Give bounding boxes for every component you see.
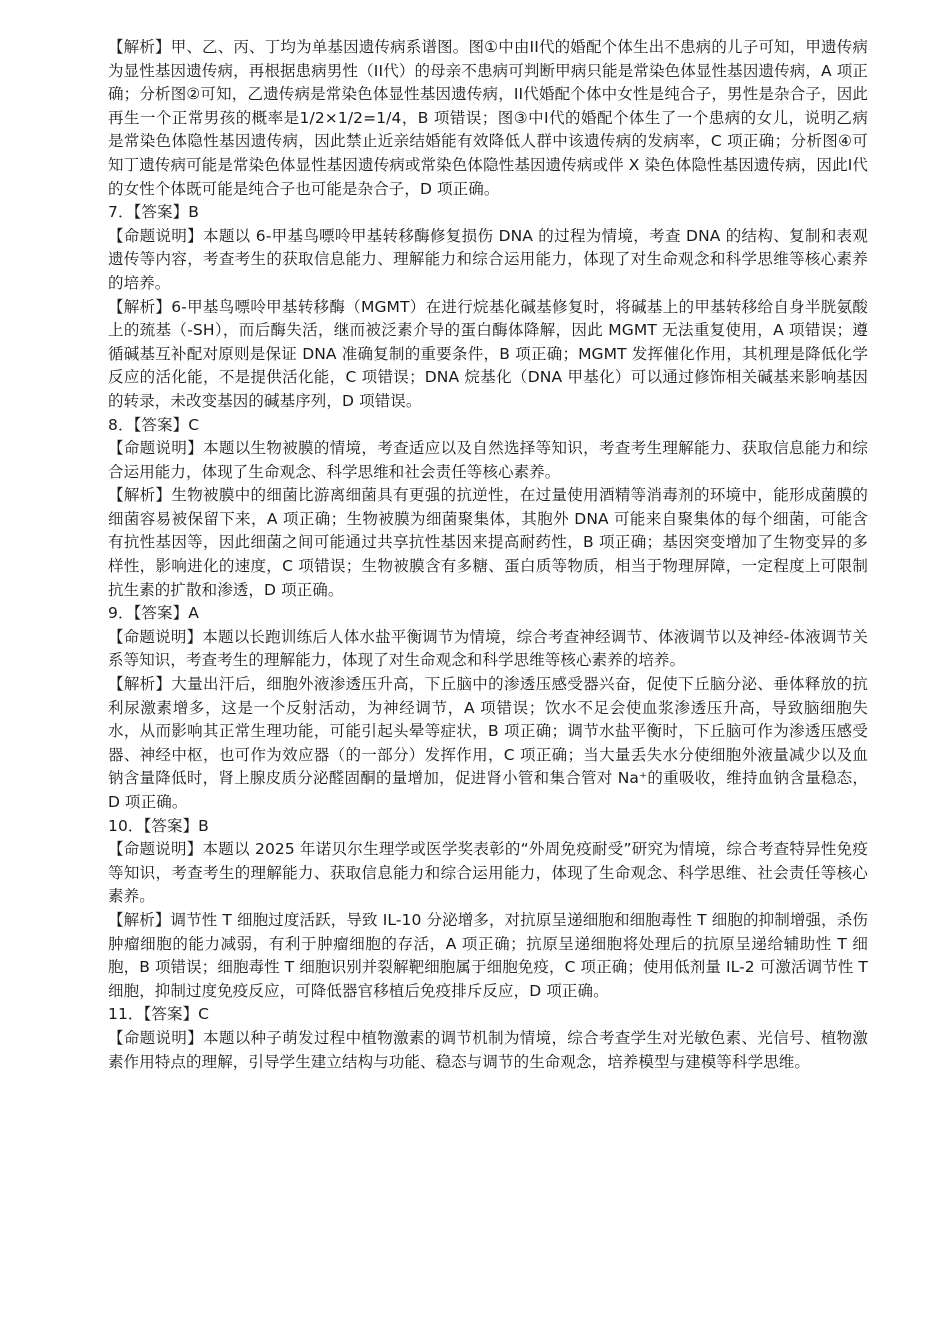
answer-q10: 10．【答案】B xyxy=(108,816,209,835)
explanation-q8: 【命题说明】本题以生物被膜的情境，考查适应以及自然选择等知识，考查考生理解能力、获取信息能力和综合运用能力，体现了生命观念、科学思维和社会责任等核心素养。 xyxy=(108,439,868,481)
analysis-q9: 【解析】大量出汗后，细胞外液渗透压升高，下丘脑中的渗透压感受器兴奋，促使下丘脑分泌、垂体释放的抗利尿激素增多，这是一个反射活动，为神经调节，A 项错误；饮水不足会使血浆渗透压升高，导致脑细胞失水，从而影响其正常生理功能，可能引起头晕等症状，B 项正确；调节水盐平衡时，下丘脑可作为渗透压感受器、神经中枢，也可作为效应器（的一部分）发挥作用，C 项正确；当大量丢失水分使细胞外液量减少以及血钠含量降低时，肾上腺皮质分泌醛固酮的量增加，促进肾小管和集合管对 Na⁺的重吸收，维持血钠含量稳态，D 项正确。 xyxy=(108,675,868,811)
explanation-q10: 【命题说明】本题以 2025 年诺贝尔生理学或医学奖表彰的“外周免疫耐受”研究为情境，综合考查特异性免疫等知识，考查考生的理解能力、获取信息能力和综合运用能力，体现了生命观念、科学思维、社会责任等核心素养。 xyxy=(108,840,868,906)
answer-q11: 11．【答案】C xyxy=(108,1005,210,1024)
document-page xyxy=(108,36,868,1074)
analysis-q7: 【解析】6-甲基鸟嘌呤甲基转移酶（MGMT）在进行烷基化碱基修复时，将碱基上的甲基转移给自身半胱氨酸上的巯基（-SH），而后酶失活，继而被泛素介导的蛋白酶体降解，因此 MGMT 无法重复使用，A 项错误；遵循碱基互补配对原则是保证 DNA 准确复制的重要条件，B 项正确；MGMT 发挥催化作用，其机理是降低化学反应的活化能，不是提供活化能，C 项错误；DNA 烷基化（DNA 甲基化）可以通过修饰相关碱基来影响基因的转录，未改变基因的碱基序列，D 项错误。 xyxy=(108,297,868,410)
explanation-q7: 【命题说明】本题以 6-甲基鸟嘌呤甲基转移酶修复损伤 DNA 的过程为情境，考查 DNA 的结构、复制和表观遗传等内容，考查考生的获取信息能力、理解能力和综合运用能力，体现了对生命观念和科学思维等核心素养的培养。 xyxy=(108,226,868,292)
answer-q7: 7．【答案】B xyxy=(108,203,199,222)
analysis-q6: 【解析】甲、乙、丙、丁均为单基因遗传病系谱图。图①中由II代的婚配个体生出不患病的儿子可知，甲遗传病为显性基因遗传病，再根据患病男性（II代）的母亲不患病可判断甲病只能是常染色体显性基因遗传病，A 项正确；分析图②可知，乙遗传病是常染色体显性基因遗传病，II代婚配个体中女性是纯合子，男性是杂合子，因此再生一个正常男孩的概率是1/2×1/2=1/4，B 项错误；图③中I代的婚配个体生了一个患病的女儿，说明乙病是常染色体隐性基因遗传病，因此禁止近亲结婚能有效降低人群中该遗传病的发病率，C 项正确；分析图④可知丁遗传病可能是常染色体显性基因遗传病或常染色体隐性基因遗传病或伴 X 染色体隐性基因遗传病，因此I代的女性个体既可能是纯合子也可能是杂合子，D 项正确。 xyxy=(108,38,868,198)
explanation-q11: 【命题说明】本题以种子萌发过程中植物激素的调节机制为情境，综合考查学生对光敏色素、光信号、植物激素作用特点的理解，引导学生建立结构与功能、稳态与调节的生命观念，培养模型与建模等科学思维。 xyxy=(108,1028,868,1071)
explanation-q9: 【命题说明】本题以长跑训练后人体水盐平衡调节为情境，综合考查神经调节、体液调节以及神经-体液调节关系等知识，考查考生的理解能力，体现了对生命观念和科学思维等核心素养的培养。 xyxy=(108,627,868,670)
analysis-q8: 【解析】生物被膜中的细菌比游离细菌具有更强的抗逆性，在过量使用酒精等消毒剂的环境中，能形成菌膜的细菌容易被保留下来，A 项正确；生物被膜为细菌聚集体，其胞外 DNA 可能来自聚集体的每个细菌，可能含有抗性基因等，因此细菌之间可能通过共享抗性基因来提高耐药性，B 项正确；基因突变增加了生物变异的多样性，影响进化的速度，C 项错误；生物被膜含有多糖、蛋白质等物质，相当于物理屏障，一定程度上可限制抗生素的扩散和渗透，D 项正确。 xyxy=(108,486,868,599)
analysis-q10: 【解析】调节性 T 细胞过度活跃，导致 IL-10 分泌增多，对抗原呈递细胞和细胞毒性 T 细胞的抑制增强，杀伤肿瘤细胞的能力减弱，有利于肿瘤细胞的存活，A 项正确；抗原呈递细胞将处理后的抗原呈递给辅助性 T 细胞，B 项错误；细胞毒性 T 细胞识别并裂解靶细胞属于细胞免疫，C 项正确；使用低剂量 IL-2 可激活调节性 T 细胞，抑制过度免疫反应，可降低器官移植后免疫排斥反应，D 项正确。 xyxy=(108,910,868,1000)
answer-q9: 9．【答案】A xyxy=(108,604,199,623)
answer-q8: 8．【答案】C xyxy=(108,415,200,434)
